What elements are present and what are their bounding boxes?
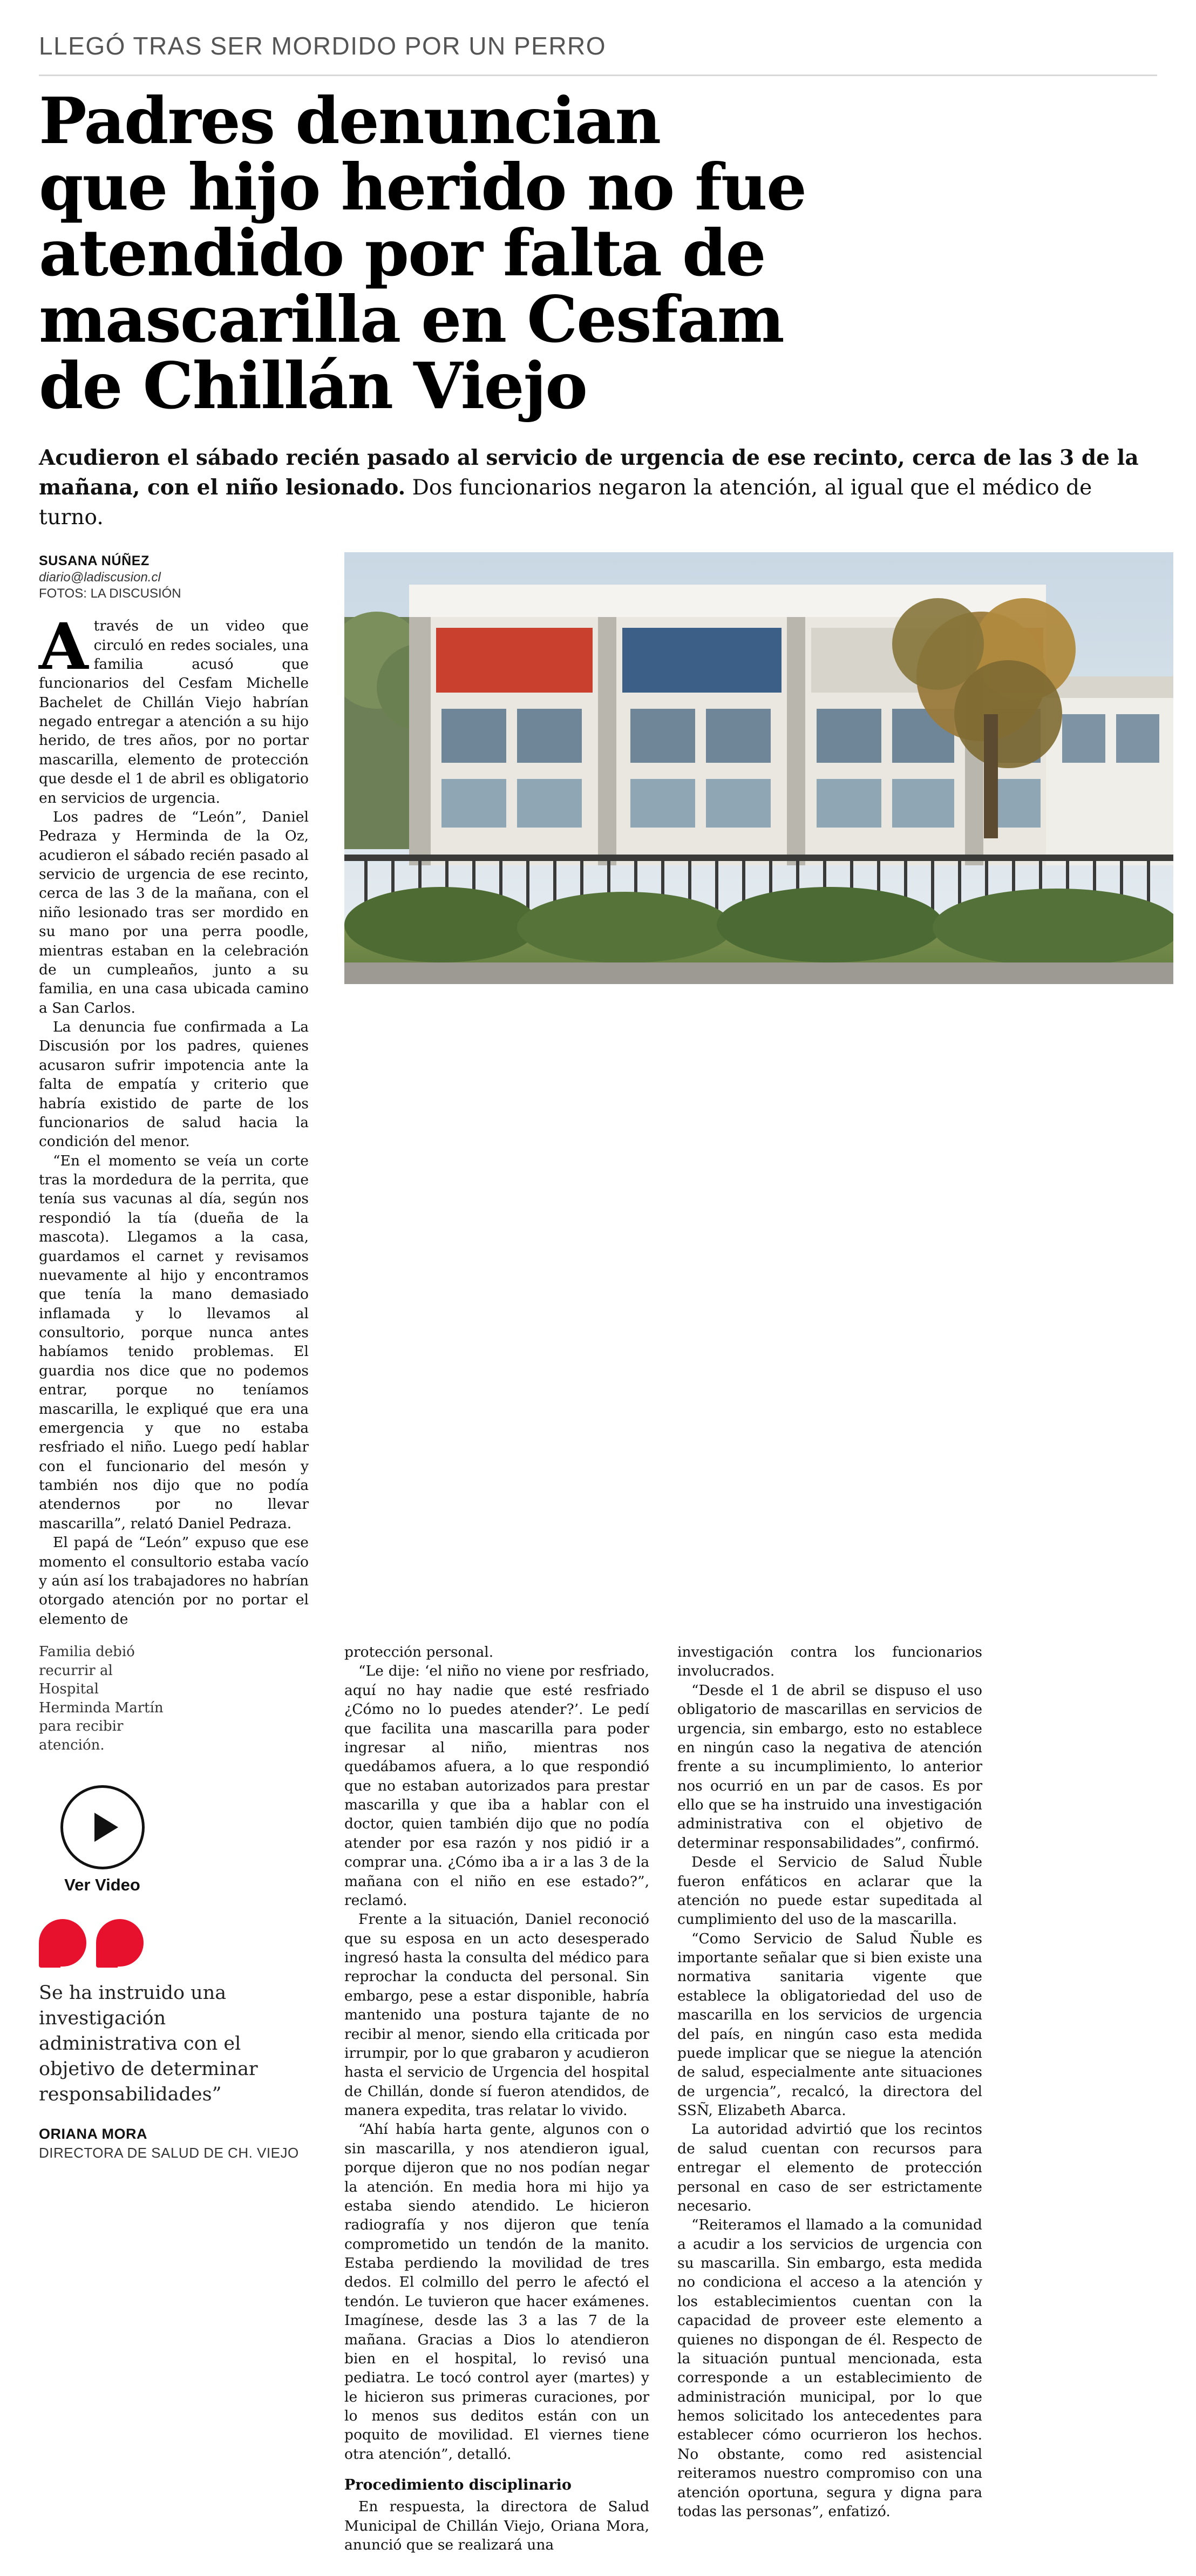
divider-top [39, 74, 1157, 76]
photo-area [344, 552, 1173, 1629]
gutter [309, 1643, 344, 2554]
quote-mark-icon [39, 1919, 309, 1967]
byline-author: SUSANA NÚÑEZ [39, 553, 150, 568]
drop-cap: A [39, 609, 89, 684]
paragraph: Desde el Servicio de Salud Ñuble fueron enfáticos en aclarar que la atención no puede estar supeditada al cumplimiento del uso de la mascarilla. [677, 1854, 982, 1928]
byline [39, 552, 309, 602]
page-title [39, 83, 989, 423]
article-photo [344, 552, 1173, 984]
play-icon[interactable] [60, 1785, 145, 1869]
paragraph: En respuesta, la directora de Salud Municipal de Chillán Viejo, Oriana Mora, anunció que se realizará una [344, 2498, 649, 2553]
paragraph: “Ahí había harta gente, algunos con o sin mascarilla, y nos atendieron igual, porque dijeron que no nos podían negar la atención. En media hora mi hijo ya estaba siendo atendido. Le hicieron radiografía y nos dijeron que tenía comprometido un tendón de la manito. Estaba perdiendo la movilidad de tres dedos. El colmillo del perro le afectó el tendón. Le tuvieron que hacer exámenes. Imagínese, desde las 3 a las 7 de la mañana. Gracias a Dios lo atendieron bien en el hospital, lo revisó una pediatra. Le tocó control ayer (martes) y le hicieron sus primeras curaciones, por lo menos sus deditos están con un poquito de movilidad. El viernes tiene otra atención”, detalló. [344, 2121, 649, 2463]
lead-bold: Acudieron el sábado recién pasado al servicio de urgencia de ese recinto, cerca de las 3 de la mañana, con el niño lesionado. [39, 445, 1139, 500]
paragraph: “Le dije: ‘el niño no viene por resfriado, aquí no hay nadie que esté resfriado ¿Cómo no lo puedes atender?’. Le pedí que facilita una mascarilla para poder ingresar al niño, mientras nos quedábamos afuera, a lo que respondió que no estaban autorizados para prestar mascarilla y que iba a hablar con el doctor, quien también dijo que no podía atender por esa razón y nos pidió ir a comprar una. ¿Cómo iba a ir a las 3 de la mañana con el niño en ese estado?”, reclamó. [344, 1663, 649, 1909]
article-column-1 [39, 609, 309, 1629]
pull-quote [39, 1919, 309, 2161]
paragraph: “Desde el 1 de abril se dispuso el uso obligatorio de mascarillas en servicios de urgencia, sin embargo, esto no establece en ningún caso la negativa de atención frente a su incumplimiento, lo anterior nos ocurrió en un par de casos. Es por ello que se ha instruido una investigación administrativa con el objetivo de determinar responsabilidades”, confirmó. [677, 1682, 982, 1852]
sidebar-column [39, 1643, 309, 2554]
photo-caption: Familia debió recurrir al Hospital Herminda Martín para recibir atención. [39, 1644, 164, 1753]
lead-regular: Dos funcionarios negaron la atención, al igual que el médico de turno. [39, 475, 1092, 530]
pull-quote-text: Se ha instruido una investigación administrativa con el objetivo de determinar responsabilidades” [39, 1982, 258, 2105]
headline-line-3: atendido por falta de [39, 215, 765, 291]
paragraph: Los padres de “León”, Daniel Pedraza y Herminda de la Oz, acudieron el sábado recién pasado al servicio de urgencia de ese recinto, cerca de las 3 de la mañana, con el niño lesionado tras ser mordido en su mano por una perra poodle, mientras estaban en la celebración de un cumpleaños, junto a su familia, en una casa ubicada camino a San Carlos. [39, 808, 309, 1016]
byline-email[interactable]: diario@ladiscusion.cl [39, 570, 161, 585]
pull-quote-role: DIRECTORA DE SALUD DE CH. VIEJO [39, 2144, 299, 2161]
headline-line-2: que hijo herido no fue [39, 149, 806, 225]
article-column-2 [344, 1643, 649, 2554]
article-column-3 [677, 1643, 982, 2554]
paragraph: investigación contra los funcionarios involucrados. [677, 1644, 982, 1680]
paragraph: La denuncia fue confirmada a La Discusión por los padres, quienes acusaron sufrir impotencia ante la falta de empatía y criterio que habría existido de parte de los funcionarios de salud hacia la condición del menor. [39, 1019, 309, 1150]
quote-ball-left [39, 1919, 86, 1967]
left-column [39, 552, 309, 1629]
lead-paragraph [39, 443, 1151, 533]
quote-ball-right [96, 1919, 144, 1967]
gutter [309, 552, 344, 1629]
lower-area [39, 1643, 1157, 2554]
video-button-label: Ver Video [64, 1875, 140, 1894]
paragraph: Frente a la situación, Daniel reconoció que su esposa en un acto desesperado ingresó hasta la consulta del médico para reprochar la conducta del personal. Sin embargo, pese a estar disponible, habría mantenido una postura tajante de no recibir al menor, siendo ella criticada por irrumpir, por lo que grabaron y acudieron hasta el servicio de Urgencia del hospital de Chillán, donde sí fueron atendidos, de manera expedita, tras relatar lo vivido. [344, 1911, 649, 2119]
paragraph: protección personal. [344, 1644, 494, 1661]
top-area [39, 552, 1157, 1629]
paragraph: Através de un video que circuló en redes sociales, una familia acusó que funcionarios del Cesfam Michelle Bachelet de Chillán Viejo habrían negado entregar a atención a su hijo herido, de tres años, por no portar mascarilla, elemento de protección que desde el 1 de abril es obligatorio en servicios de urgencia. [39, 609, 309, 806]
paragraph: “En el momento se veía un corte tras la mordedura de la perrita, que tenía sus vacunas al día, según nos respondió la tía (dueña de la mascota). Llegamos a la casa, guardamos el carnet y revisamos nuevamente al hijo y encontramos que tenía la mano demasiado inflamada y lo llevamos al consultorio, porque nunca antes habíamos tenido problemas. El guardia nos dice que no podemos entrar, porque no teníamos mascarilla, le expliqué que era una emergencia y que no estaba resfriado el niño. Luego pedí hablar con el funcionario del mesón y también nos dijo que no podía atendernos por no llevar mascarilla”, relató Daniel Pedraza. [39, 1152, 309, 1532]
paragraph: El papá de “León” expuso que ese momento el consultorio estaba vacío y aún así los trabajadores no habrían otorgado atención por no portar el elemento de [39, 1534, 309, 1628]
gutter [982, 1643, 1010, 2554]
play-triangle [94, 1813, 118, 1842]
video-button[interactable] [39, 1785, 166, 1895]
headline-line-1: Padres denuncian [39, 83, 661, 158]
kicker: LLEGÓ TRAS SER MORDIDO POR UN PERRO [39, 32, 607, 60]
paragraph: La autoridad advirtió que los recintos de salud cuentan con recursos para entregar el elemento de protección personal en caso de ser estrictamente necesario. [677, 2121, 982, 2214]
paragraph: “Reiteramos el llamado a la comunidad a acudir a los servicios de urgencia con su mascarilla. Sin embargo, esta medida no condiciona el acceso a la atención y los establecimientos cuentan con la capacidad de proveer este elemento a quienes no dispongan de él. Respecto de la situación puntual mencionada, esta corresponde a un establecimiento de administración municipal, por lo que hemos solicitado los antecedentes para establecer cómo ocurrieron los hechos. No obstante, como red asistencial reiteramos nuestro compromiso con una atención oportuna, segura y digna para todas las personas”, enfatizó. [677, 2216, 982, 2520]
article-column-4 [1010, 1643, 1196, 2554]
section-subhead: Procedimiento disciplinario [344, 2477, 572, 2494]
headline-line-4: mascarilla en Cesfam [39, 282, 784, 357]
headline-line-5: de Chillán Viejo [39, 348, 587, 423]
gutter [649, 1643, 677, 2554]
paragraph: “Como Servicio de Salud Ñuble es importante señalar que si bien existe una normativa sanitaria vigente que establece la obligatoriedad del uso de mascarilla en los servicios de urgencia del país, en ningún caso esta medida puede implicar que se niegue la atención de salud, especialmente ante situaciones de urgencia”, recalcó, la directora del SSÑ, Elizabeth Abarca. [677, 1930, 982, 2119]
pull-quote-author: ORIANA MORA [39, 2125, 147, 2142]
byline-photo-credit: FOTOS: LA DISCUSIÓN [39, 586, 181, 601]
